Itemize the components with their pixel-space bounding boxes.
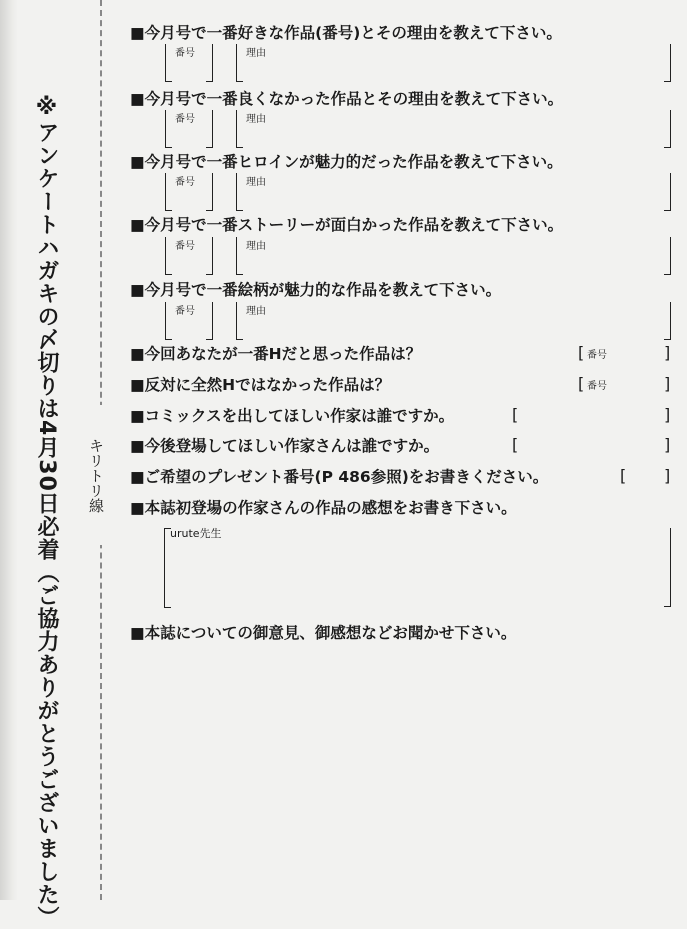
question-9: ■今後登場してほしい作家さんは誰ですか。	[130, 437, 440, 455]
question-8: ■コミックスを出してほしい作家は誰ですか。	[130, 407, 455, 425]
reason-label: 理由	[246, 177, 266, 188]
reason-label: 理由	[246, 48, 266, 59]
reason-label: 理由	[246, 241, 266, 252]
reason-label: 理由	[246, 114, 266, 125]
question-7: ■反対に全然Hではなかった作品は？	[130, 376, 391, 394]
question-3: ■今月号で一番ヒロインが魅力的だった作品を教えて下さい。	[130, 153, 563, 171]
deadline-notice: ※アンケートハガキの〆切りは4月30日必着（ご協力ありがとうございました）	[34, 95, 59, 929]
number-label: 番号	[175, 306, 195, 317]
reason-label: 理由	[246, 306, 266, 317]
number-label: 番号	[587, 381, 607, 392]
number-label: 番号	[175, 114, 195, 125]
page-edge	[0, 0, 18, 900]
question-4: ■今月号で一番ストーリーが面白かった作品を教えて下さい。	[130, 216, 564, 234]
number-label: 番号	[175, 48, 195, 59]
number-label: 番号	[175, 177, 195, 188]
question-5: ■今月号で一番絵柄が魅力的な作品を教えて下さい。	[130, 281, 502, 299]
number-label: 番号	[587, 350, 607, 361]
question-10: ■ご希望のプレゼント番号(P 486参照)をお書きください。	[130, 468, 549, 486]
cut-line-label: キリトリ線	[83, 405, 109, 545]
question-6: ■今回あなたが一番Hだと思った作品は？	[130, 345, 422, 363]
question-2: ■今月号で一番良くなかった作品とその理由を教えて下さい。	[130, 90, 564, 108]
question-12: ■本誌についての御意見、御感想などお聞かせ下さい。	[130, 624, 517, 642]
survey-card: ※アンケートハガキの〆切りは4月30日必着（ご協力ありがとうございました） キリトリ線 ■今月号で一番好きな作品(番号)とその理由を教えて下さい。 番号 理由 ■今月号で一番良くなかった作品とその理由を教えて下さい。 番号 理由 ■今月号で一番ヒロインが魅力的だった作品を教えて下さい。 番号 理由 ■今月号で一番ストーリーが面白かった作品を教えて下さい。 番号 理由 ■今月号で一番絵柄が魅力的な作品を教えて下さい。 番号 理由 ■今回あなたが一番Hだと思った作品は？ [ 番号 ] ■反対に全然Hではなかった作品は？ [ 番号 ] ■コミックスを出してほしい作家は誰ですか。 [ ] ■今後登場してほしい作家さんは誰ですか。 [ ] ■ご希望のプレゼント番号(P 486参照)をお書きください。 [ ] ■本誌初登場の作家さんの作品の感想をお書き下さい。 urute先生 ■本誌についての御意見、御感想などお聞かせ下さい。	[0, 0, 687, 900]
question-1: ■今月号で一番好きな作品(番号)とその理由を教えて下さい。	[130, 24, 562, 42]
author-label: urute先生	[170, 527, 222, 540]
number-label: 番号	[175, 241, 195, 252]
question-11: ■本誌初登場の作家さんの作品の感想をお書き下さい。	[130, 499, 517, 517]
